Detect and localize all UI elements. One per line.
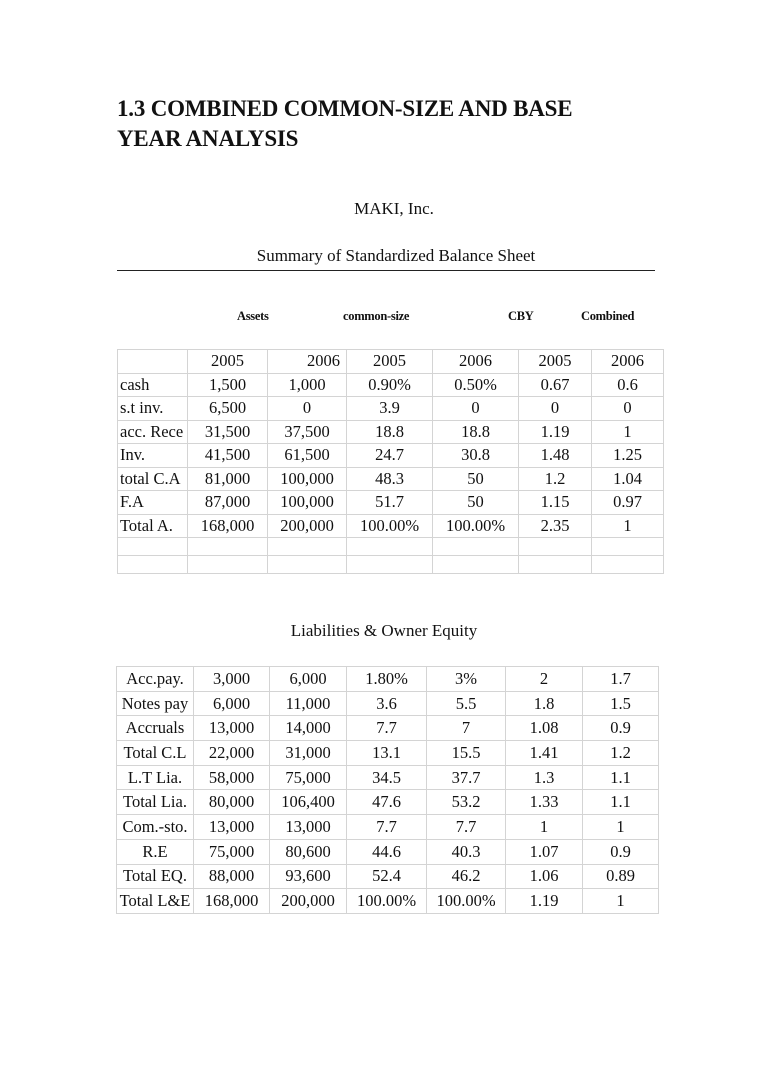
- table-cell: 100,000: [268, 491, 347, 515]
- table-cell: 31,500: [188, 420, 268, 444]
- table-cell: 30.8: [433, 444, 519, 468]
- empty-cell: [268, 538, 347, 556]
- empty-cell: [592, 538, 664, 556]
- year-cell: 2005: [347, 350, 433, 374]
- page-title: 1.3 COMBINED COMMON-SIZE AND BASE YEAR ANALYSIS: [117, 96, 573, 151]
- table-cell: 6,000: [270, 667, 347, 692]
- table-row: [117, 716, 659, 741]
- table-row: [117, 691, 659, 716]
- table-cell: 1.1: [583, 765, 659, 790]
- header-common-size: common-size: [343, 309, 410, 323]
- row-label: cash: [118, 373, 188, 397]
- table-cell: 1.19: [506, 889, 583, 914]
- table-cell: 0.9: [583, 716, 659, 741]
- table-cell: 1.2: [583, 741, 659, 766]
- empty-cell: [519, 538, 592, 556]
- table-cell: 51.7: [347, 491, 433, 515]
- table-cell: 1.2: [519, 467, 592, 491]
- table-cell: 0: [592, 397, 664, 421]
- empty-cell: [118, 538, 188, 556]
- row-label: total C.A: [118, 467, 188, 491]
- year-cell: 2006: [433, 350, 519, 374]
- table-cell: 22,000: [194, 741, 270, 766]
- empty-cell: [433, 538, 519, 556]
- table-cell: 1.25: [592, 444, 664, 468]
- table-cell: 6,000: [194, 691, 270, 716]
- table-row: [118, 420, 664, 444]
- table-cell: 31,000: [270, 741, 347, 766]
- table-cell: 11,000: [270, 691, 347, 716]
- row-label: R.E: [117, 839, 194, 864]
- row-label: Accruals: [117, 716, 194, 741]
- table-cell: 80,600: [270, 839, 347, 864]
- row-label: F.A: [118, 491, 188, 515]
- table-cell: 37.7: [427, 765, 506, 790]
- empty-cell: [347, 556, 433, 574]
- table-cell: 106,400: [270, 790, 347, 815]
- table-cell: 200,000: [270, 889, 347, 914]
- table-cell: 3,000: [194, 667, 270, 692]
- table-cell: 52.4: [347, 864, 427, 889]
- assets-table: [117, 349, 664, 574]
- table-cell: 1.19: [519, 420, 592, 444]
- table-cell: 0.90%: [347, 373, 433, 397]
- table-cell: 1: [592, 420, 664, 444]
- table-row: [117, 864, 659, 889]
- table-cell: 37,500: [268, 420, 347, 444]
- assets-group-headers: [0, 309, 768, 325]
- table-cell: 13,000: [194, 815, 270, 840]
- table-cell: 1.1: [583, 790, 659, 815]
- table-cell: 53.2: [427, 790, 506, 815]
- row-label: Total A.: [118, 514, 188, 538]
- table-cell: 50: [433, 491, 519, 515]
- liabilities-heading: Liabilities & Owner Equity: [290, 621, 478, 640]
- row-label: Acc.pay.: [117, 667, 194, 692]
- table-cell: 100,000: [268, 467, 347, 491]
- row-label: Com.-sto.: [117, 815, 194, 840]
- table-cell: 87,000: [188, 491, 268, 515]
- table-cell: 1.3: [506, 765, 583, 790]
- table-row: [118, 514, 664, 538]
- table-cell: 1.08: [506, 716, 583, 741]
- row-label: s.t inv.: [118, 397, 188, 421]
- table-cell: 88,000: [194, 864, 270, 889]
- year-cell: 2005: [188, 350, 268, 374]
- table-cell: 1,500: [188, 373, 268, 397]
- table-cell: 168,000: [194, 889, 270, 914]
- table-cell: 24.7: [347, 444, 433, 468]
- year-header-row: [118, 350, 664, 374]
- table-cell: 1.41: [506, 741, 583, 766]
- row-label: Total C.L: [117, 741, 194, 766]
- company-name: MAKI, Inc.: [354, 199, 434, 218]
- year-cell: 2006: [592, 350, 664, 374]
- table-cell: 0.97: [592, 491, 664, 515]
- row-label: acc. Rece: [118, 420, 188, 444]
- table-cell: 0: [519, 397, 592, 421]
- table-cell: 0.50%: [433, 373, 519, 397]
- table-cell: 0: [433, 397, 519, 421]
- table-cell: 75,000: [194, 839, 270, 864]
- table-cell: 3.9: [347, 397, 433, 421]
- row-label: Total EQ.: [117, 864, 194, 889]
- report-subtitle: Summary of Standardized Balance Sheet: [117, 246, 655, 271]
- table-row: [117, 765, 659, 790]
- empty-cell: [188, 538, 268, 556]
- table-cell: 100.00%: [427, 889, 506, 914]
- header-combined: Combined: [581, 309, 635, 323]
- table-cell: 200,000: [268, 514, 347, 538]
- table-cell: 47.6: [347, 790, 427, 815]
- table-cell: 1.15: [519, 491, 592, 515]
- table-row: [118, 397, 664, 421]
- table-row: [117, 839, 659, 864]
- table-cell: 58,000: [194, 765, 270, 790]
- year-cell: 2005: [519, 350, 592, 374]
- table-cell: 0.89: [583, 864, 659, 889]
- table-cell: 1.04: [592, 467, 664, 491]
- table-cell: 7: [427, 716, 506, 741]
- table-cell: 2.35: [519, 514, 592, 538]
- table-cell: 13.1: [347, 741, 427, 766]
- table-cell: 7.7: [347, 815, 427, 840]
- table-cell: 40.3: [427, 839, 506, 864]
- row-label: Notes pay: [117, 691, 194, 716]
- table-cell: 14,000: [270, 716, 347, 741]
- table-row: [117, 815, 659, 840]
- table-cell: 46.2: [427, 864, 506, 889]
- table-cell: 44.6: [347, 839, 427, 864]
- table-cell: 3.6: [347, 691, 427, 716]
- table-row: [118, 491, 664, 515]
- table-cell: 100.00%: [347, 514, 433, 538]
- table-row: [117, 741, 659, 766]
- table-row: [118, 373, 664, 397]
- table-cell: 6,500: [188, 397, 268, 421]
- empty-cell: [592, 556, 664, 574]
- table-cell: 1: [583, 815, 659, 840]
- table-row: [118, 467, 664, 491]
- table-cell: 1.5: [583, 691, 659, 716]
- table-cell: 168,000: [188, 514, 268, 538]
- year-cell: [118, 350, 188, 374]
- empty-row: [118, 538, 664, 556]
- table-cell: 0: [268, 397, 347, 421]
- empty-cell: [268, 556, 347, 574]
- table-cell: 0.6: [592, 373, 664, 397]
- table-cell: 13,000: [194, 716, 270, 741]
- table-cell: 75,000: [270, 765, 347, 790]
- table-row: [117, 790, 659, 815]
- empty-cell: [433, 556, 519, 574]
- year-cell: 2006: [268, 350, 347, 374]
- liabilities-table: [116, 666, 659, 914]
- table-cell: 13,000: [270, 815, 347, 840]
- table-cell: 0.9: [583, 839, 659, 864]
- table-cell: 100.00%: [347, 889, 427, 914]
- row-label: Total Lia.: [117, 790, 194, 815]
- table-cell: 1.80%: [347, 667, 427, 692]
- empty-row: [118, 556, 664, 574]
- table-cell: 34.5: [347, 765, 427, 790]
- row-label: Inv.: [118, 444, 188, 468]
- row-label: Total L&E: [117, 889, 194, 914]
- table-cell: 1,000: [268, 373, 347, 397]
- header-assets: Assets: [237, 309, 269, 323]
- table-cell: 1: [506, 815, 583, 840]
- table-cell: 7.7: [347, 716, 427, 741]
- table-cell: 2: [506, 667, 583, 692]
- table-cell: 48.3: [347, 467, 433, 491]
- empty-cell: [519, 556, 592, 574]
- table-row: [118, 444, 664, 468]
- table-cell: 1.33: [506, 790, 583, 815]
- empty-cell: [188, 556, 268, 574]
- table-cell: 7.7: [427, 815, 506, 840]
- table-cell: 3%: [427, 667, 506, 692]
- table-cell: 1.48: [519, 444, 592, 468]
- table-cell: 1: [592, 514, 664, 538]
- header-cby: CBY: [508, 309, 534, 323]
- table-row: [117, 667, 659, 692]
- table-cell: 1.7: [583, 667, 659, 692]
- table-cell: 1.8: [506, 691, 583, 716]
- table-cell: 18.8: [347, 420, 433, 444]
- table-cell: 80,000: [194, 790, 270, 815]
- row-label: L.T Lia.: [117, 765, 194, 790]
- table-cell: 81,000: [188, 467, 268, 491]
- table-cell: 15.5: [427, 741, 506, 766]
- table-cell: 0.67: [519, 373, 592, 397]
- table-cell: 100.00%: [433, 514, 519, 538]
- empty-cell: [347, 538, 433, 556]
- table-cell: 1.06: [506, 864, 583, 889]
- empty-cell: [118, 556, 188, 574]
- table-cell: 41,500: [188, 444, 268, 468]
- table-row: [117, 889, 659, 914]
- table-cell: 93,600: [270, 864, 347, 889]
- table-cell: 5.5: [427, 691, 506, 716]
- table-cell: 1: [583, 889, 659, 914]
- table-cell: 50: [433, 467, 519, 491]
- table-cell: 61,500: [268, 444, 347, 468]
- table-cell: 1.07: [506, 839, 583, 864]
- table-cell: 18.8: [433, 420, 519, 444]
